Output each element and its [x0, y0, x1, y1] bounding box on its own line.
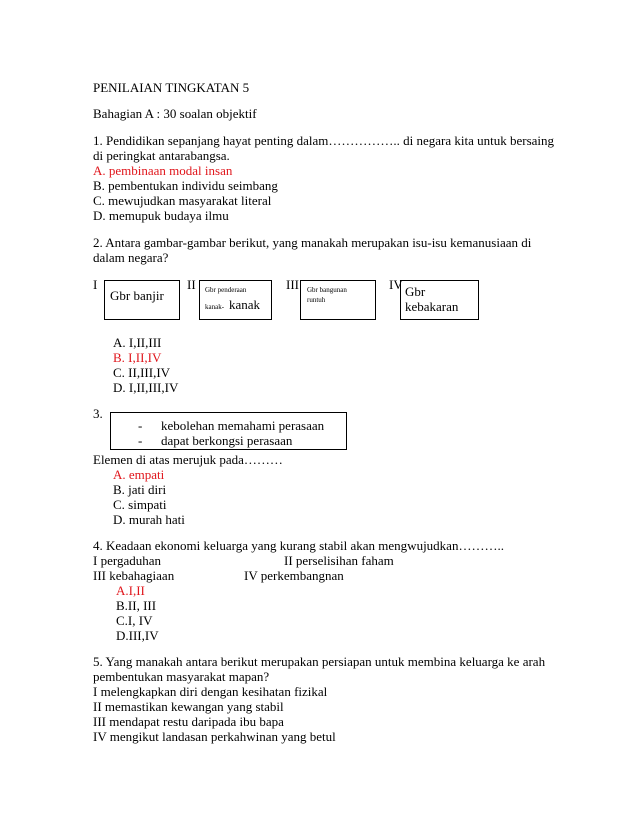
picture-label-i: I: [93, 277, 98, 292]
picture-box-penderaan: [199, 280, 272, 320]
statement-item-2: dapat berkongsi perasaan: [161, 433, 293, 448]
question-3-option-c: C. simpati: [113, 497, 167, 512]
question-4-option-b: B.II, III: [116, 598, 157, 613]
question-3-stem: Elemen di atas merujuk pada………: [93, 452, 283, 467]
question-5-stem-line-1: 5. Yang manakah antara berikut merupakan persiapan untuk membina keluarga ke arah: [93, 654, 546, 669]
statement-item-1: kebolehan memahami perasaan: [161, 418, 325, 433]
question-4-option-c: C.I, IV: [116, 613, 153, 628]
question-4-option-a: A.I,II: [116, 583, 145, 598]
question-5-item-2: II memastikan kewangan yang stabil: [93, 699, 284, 714]
statement-dash-1: -: [138, 418, 143, 433]
question-4-item-4: IV perkembangnan: [244, 568, 344, 583]
question-3-option-b: B. jati diri: [113, 482, 167, 497]
question-3-option-d: D. murah hati: [113, 512, 185, 527]
picture-box-bangunan: [300, 280, 376, 320]
picture-caption-bangunan-1: Gbr bangunan: [307, 286, 347, 294]
question-5-item-1: I melengkapkan diri dengan kesihatan fizikal: [93, 684, 328, 699]
question-3-number: 3.: [93, 406, 103, 421]
question-5-item-4: IV mengikut landasan perkahwinan yang betul: [93, 729, 336, 744]
question-2-option-c: C. II,III,IV: [113, 365, 171, 380]
question-4-item-2: II perselisihan faham: [284, 553, 394, 568]
question-2-stem-line-1: 2. Antara gambar-gambar berikut, yang manakah merupakan isu-isu kemanusiaan di: [93, 235, 532, 250]
picture-caption-bangunan-2: runtuh: [307, 296, 326, 304]
question-4-option-d: D.III,IV: [116, 628, 159, 643]
question-5-item-3: III mendapat restu daripada ibu bapa: [93, 714, 284, 729]
picture-caption-kanak: kanak: [229, 297, 261, 312]
question-1-option-b: B. pembentukan individu seimbang: [93, 178, 278, 193]
question-1-option-a: A. pembinaan modal insan: [93, 163, 233, 178]
statement-dash-2: -: [138, 433, 143, 448]
picture-caption-kebakaran-1: Gbr: [405, 284, 426, 299]
section-heading: Bahagian A : 30 soalan objektif: [93, 106, 257, 121]
question-1-option-c: C. mewujudkan masyarakat literal: [93, 193, 272, 208]
picture-caption-penderaan: Gbr penderaan: [205, 286, 247, 294]
question-3-statement-box: [110, 412, 347, 450]
question-1-stem-line-2: di peringkat antarabangsa.: [93, 148, 230, 163]
picture-label-ii: II: [187, 277, 196, 292]
question-4-stem: 4. Keadaan ekonomi keluarga yang kurang stabil akan mengwujudkan………..: [93, 538, 504, 553]
picture-caption-kebakaran-2: kebakaran: [405, 299, 459, 314]
question-2-option-d: D. I,II,III,IV: [113, 380, 179, 395]
question-2-stem-line-2: dalam negara?: [93, 250, 169, 265]
picture-caption-kanak-prefix: kanak-: [205, 303, 225, 311]
question-2-option-a: A. I,II,III: [113, 335, 162, 350]
question-1-option-d: D. memupuk budaya ilmu: [93, 208, 229, 223]
picture-box-kebakaran: [400, 280, 479, 320]
picture-label-iii: III: [286, 277, 299, 292]
question-4-item-3: III kebahagiaan: [93, 568, 175, 583]
question-2-option-b: B. I,II,IV: [113, 350, 162, 365]
question-4-item-1: I pergaduhan: [93, 553, 161, 568]
picture-label-iv: IV: [389, 277, 403, 292]
page-title: PENILAIAN TINGKATAN 5: [93, 80, 250, 95]
question-3-option-a: A. empati: [113, 467, 165, 482]
picture-box-banjir: [104, 280, 180, 320]
question-1-stem-line-1: 1. Pendidikan sepanjang hayat penting dalam…………….. di negara kita untuk bersaing: [93, 133, 555, 148]
question-5-stem-line-2: pembentukan masyarakat mapan?: [93, 669, 270, 684]
picture-caption-banjir: Gbr banjir: [110, 288, 164, 303]
